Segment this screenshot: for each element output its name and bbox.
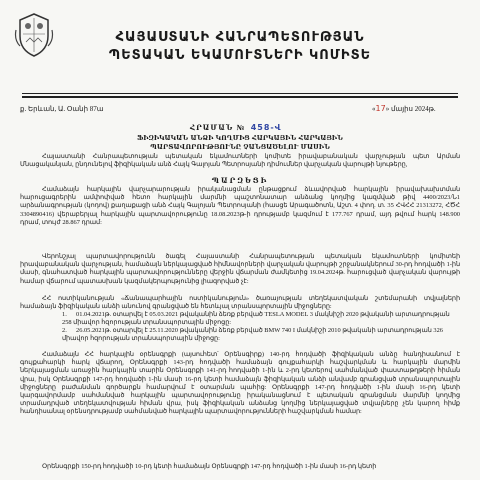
list-item-1-text: 01.04.2021թ. օտարվել է 05.03.2021 թվականին ձեռք բերված TESLA MODEL 3 մակնիշի 2020 թվականի արտադրության 258 միավոր հզորության տրանսպորտային միջոցը: xyxy=(62,311,450,327)
intro-paragraph xyxy=(20,153,460,169)
paragraph-3-text: ՀՀ ոստիկանության «Ճանապարհային ոստիկանություն» ծառայության տեղեկատվական շտեմարանի տվյալների համաձայն ֆիզիկական անձի անունով գրանցված են հետևյալ տրանսպորտային միջոցները: xyxy=(20,295,460,311)
list-item-2-text: 26.05.2021թ. օտարվել է 25.11.2020 թվականին ձեռք բերված BMW 740 I մակնիշի 2010 թվականի արտադրության 326 միավոր հզորության տրանսպորտային միջոցը: xyxy=(62,327,443,343)
paragraph-2 xyxy=(20,253,460,286)
header-divider-thin xyxy=(22,93,458,94)
header-line-1: ՀԱՅԱՍՏԱՆԻ ՀԱՆՐԱՊԵՏՈՒԹՅԱՆ xyxy=(115,30,365,45)
document-title-line-1: ՖԻԶԻԿԱԿԱՆ ԱՆՁԻ ԿՈՂՄԻՑ ՀԱՐԿԱՅԻՆ ՀԱՐԿԱՅԻՆ xyxy=(137,134,343,142)
header-divider-thick xyxy=(22,96,458,98)
paragraph-5 xyxy=(20,463,460,471)
paragraph-2-text: Վերոնշյալ պարտավորությունն ծագել Հայաստանի Հանրապետության պետական եկամուտների կոմիտեի իրավաբանական վարչության, համաձայն ներկայացված հիմնավորների վարչական վարույթի շրջանակներում 30-րդ հոդվածի 1-ին մասի, գնահատված հարկային պարտավորությունները վերջին վճարման ժամկետից 19.04.2024թ. հարուցված վարչական վարույթի համար վճարում պատասխան կազմակերպությունից լիազորված չէ: xyxy=(20,253,460,285)
paragraph-1 xyxy=(20,186,460,227)
list-item: 1. 01.04.2021թ. օտարվել է 05.03.2021 թվականին ձեռք բերված TESLA MODEL 3 մակնիշի 2020 թվականի արտադրության 258 միավոր հզորության տրանսպորտային միջոցը: xyxy=(62,311,450,327)
paragraph-4-text: Համաձայն ՀՀ հարկային օրենսգրքի (այսուհետ՝ Օրենսգիրք) 140-րդ հոդվածի ֆիզիկական անձը հանդիսանում է գույքահարկի հարկ վճարող, Օրենսգրքի 143-րդ հոդվածի համաձայն գույքահարկի հաշվարկման և հարկային մարմին ներկայացման առաջին հարկային տարին Օրենսգրքի 141-րդ հոդվածի 1-ին և 2-րդ կետերով սահմանված փաստաթղթերի հիման վրա, իսկ Օրենսգրքի 147-րդ հոդվածի 1-ին մասի 16-րդ կետի համաձայն ֆիզիկական անձի անվամբ գրանցված տրանսպորտային միջոցները բաժանման գործարքն համարվում է օտարման պահից: Օրենսգրքի 147-րդ հոդվածի 1-ին մասի 16-րդ կետի կարգավորմամբ սահմանված հարկային պարտավորությունը իրականացնում է պետական գրանցման մարմնի կողմից տրամադրված տեղեկատվության հիման վրա, իսկ ֆիզիկական անձանց կողմից ներկայացված տվյալները չեն կարող հիմք հանդիսանալ օրենսդրությամբ սահմանված հարկային պարտավորությունների հաշվարկման համար: xyxy=(20,351,460,416)
order-number-handwritten: 458-Վ xyxy=(250,123,282,132)
paragraph-5-text: Օրենսգրքի 150-րդ հոդվածի 10-րդ կետի համաձայն Օրենսգրքի 147-րդ հոդվածի 1-ին մասի 16-րդ կետի xyxy=(42,463,377,470)
section-heading: ՊԱՐԶԵՑԻ xyxy=(211,176,269,185)
paragraph-3 xyxy=(20,295,460,311)
address: ք. Երևան, Ա. Օանի 87ա xyxy=(20,105,104,113)
date-day-handwritten: 17 xyxy=(375,104,386,113)
order-number-line xyxy=(190,123,281,132)
order-label: ՀՐԱՄԱՆ № xyxy=(190,123,246,132)
paragraph-1-text: Համաձայն հարկային վարչարարության իրականացման ընթացքում ձևավորված հարկային իրավախախտման հարուցագրերին ամփոփված հետո հարկային մարմնի պաշտոնատար անձանց կողմից կազմված թիվ 4400/2023/Ն1 արձանագրության (կոդով) քաղաքացի անձ Հայկ Գալոյան Պետրոսյանի (հասցե Արագածոտն, Աշտ. 4 փող. տ. 35 ՀՎՀՀ 21313272, ՀԾՀ 3304890416) վերաբերյալ հարկային պարտավորությունը 18.08.2023թ-ի դրությամբ կազմում է 177.767 դրամ, այդ թվում հարկ 148.900 դրամ, տույժ 28.867 դրամ: xyxy=(20,186,460,226)
document-title-line-2: ՊԱՐՏԱՎՈՐՈՒԹՅՈՒՆԸ ՉԱՆՑԱԾԵԼՈՒ ՄԱՍԻՆ xyxy=(150,143,330,151)
intro-text: Հայաստանի Հանրապետության պետական եկամուտների կոմիտե իրավաբանական վարչության պետ Արման Մնացականյան, ընդունելով ֆիզիկական անձ Հայկ Գալոյան Պետրոսյանի դիմումներ վարչական վարույթի նյութերը, xyxy=(20,153,460,169)
list-item: 2. 26.05.2021թ. օտարվել է 25.11.2020 թվականին ձեռք բերված BMW 740 I մակնիշի 2010 թվականի արտադրության 326 միավոր հզորության տրանսպորտային միջոցը: xyxy=(62,327,443,343)
document-date xyxy=(372,105,436,113)
paragraph-4 xyxy=(20,351,460,417)
header-line-2: ՊԵՏԱԿԱՆ ԵԿԱՄՈՒՏՆԵՐԻ ԿՈՄԻՏԵ xyxy=(108,48,372,63)
armenian-coat-of-arms-icon xyxy=(14,12,54,58)
date-rest: » մայիս 2024թ. xyxy=(385,105,436,113)
date-prefix: « xyxy=(372,105,376,113)
